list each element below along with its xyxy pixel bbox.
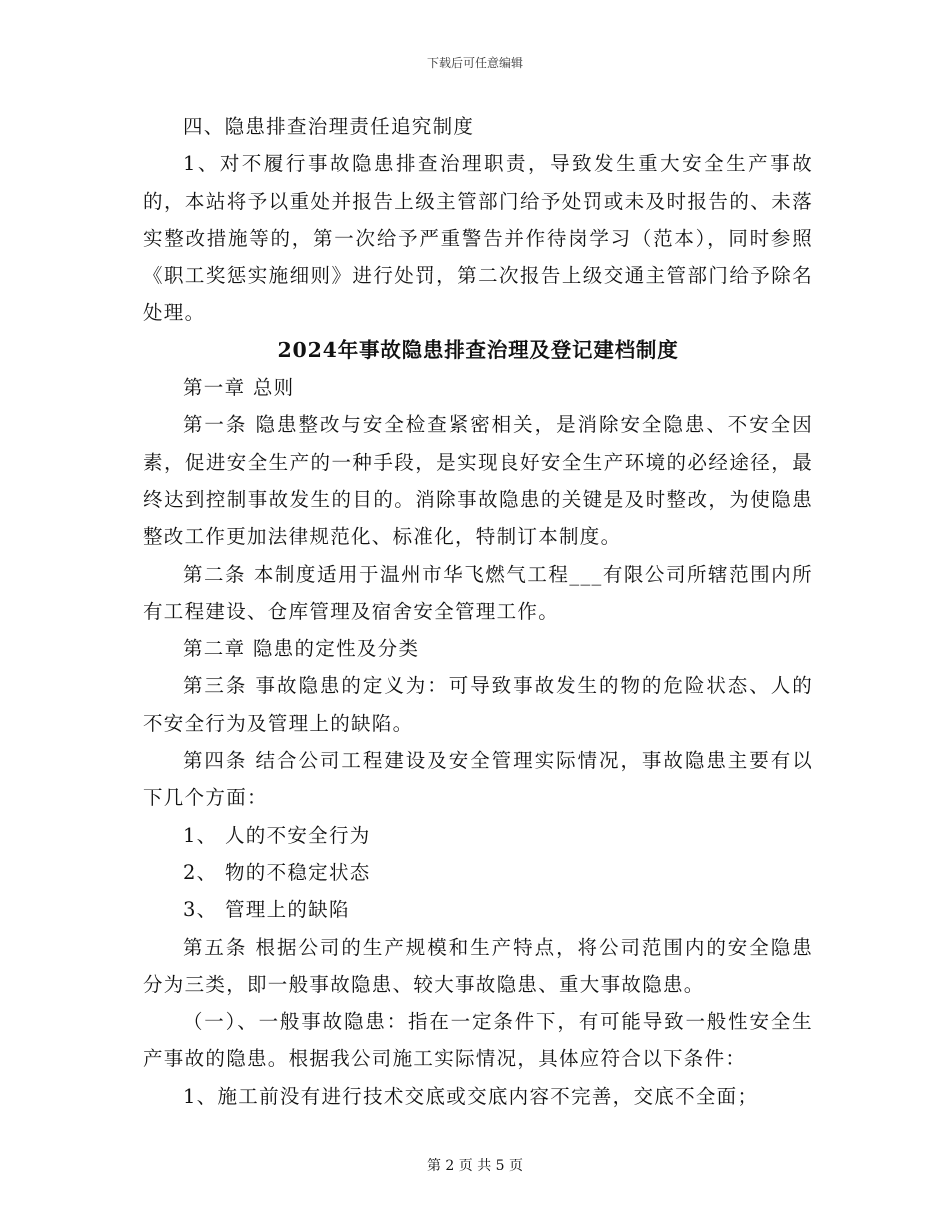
document-title: 2024年事故隐患排查治理及登记建档制度 xyxy=(277,337,679,362)
article-paragraph: 第五条 根据公司的生产规模和生产特点，将公司范围内的安全隐患分为三类，即一般事故隐患、较大事故隐患、重大事故隐患。 xyxy=(143,935,813,996)
section-heading: 四、隐患排查治理责任追究制度 xyxy=(182,115,475,138)
page-header-note: 下载后可任意编辑 xyxy=(426,56,523,70)
list-item: 2、 物的不稳定状态 xyxy=(182,860,371,884)
article-paragraph: 第三条 事故隐患的定义为：可导致事故发生的物的危险状态、人的不安全行为及管理上的缺陷。 xyxy=(143,674,813,735)
page-footer-info: 第 2 页 共 5 页 xyxy=(426,1158,524,1174)
hazard-category-paragraph: （一）、一般事故隐患：指在一定条件下，有可能导致一般性安全生产事故的隐患。根据我公司施工实际情况，具体应符合以下条件： xyxy=(143,1010,813,1071)
paragraph: 1、对不履行事故隐患排查治理职责，导致发生重大安全生产事故的，本站将予以重处并报告上级主管部门给予处罚或未及时报告的、未落实整改措施等的，第一次给予严重警告并作待岗学习（范本），同时参照《职工奖惩实施细则》进行处罚，第二次报告上级交通主管部门给予除名处理。 xyxy=(143,152,813,325)
article-paragraph: 第四条 结合公司工程建设及安全管理实际情况，事故隐患主要有以下几个方面： xyxy=(143,749,813,810)
article-paragraph: 第二条 本制度适用于温州市华飞燃气工程___有限公司所辖范围内所有工程建设、仓库管理及宿舍安全管理工作。 xyxy=(143,562,813,623)
chapter-heading: 第一章 总则 xyxy=(182,376,295,400)
list-item: 1、 人的不安全行为 xyxy=(182,823,371,847)
document-body xyxy=(143,108,813,1115)
list-item: 3、 管理上的缺陷 xyxy=(182,898,350,922)
chapter-heading: 第二章 隐患的定性及分类 xyxy=(182,637,420,661)
condition-item: 1、施工前没有进行技术交底或交底内容不完善，交底不全面； xyxy=(182,1084,759,1108)
article-paragraph: 第一条 隐患整改与安全检查紧密相关，是消除安全隐患、不安全因素，促进安全生产的一种手段，是实现良好安全生产环境的必经途径，最终达到控制事故发生的目的。消除事故隐患的关键是及时整改，为使隐患整改工作更加法律规范化、标准化，特制订本制度。 xyxy=(143,413,813,549)
